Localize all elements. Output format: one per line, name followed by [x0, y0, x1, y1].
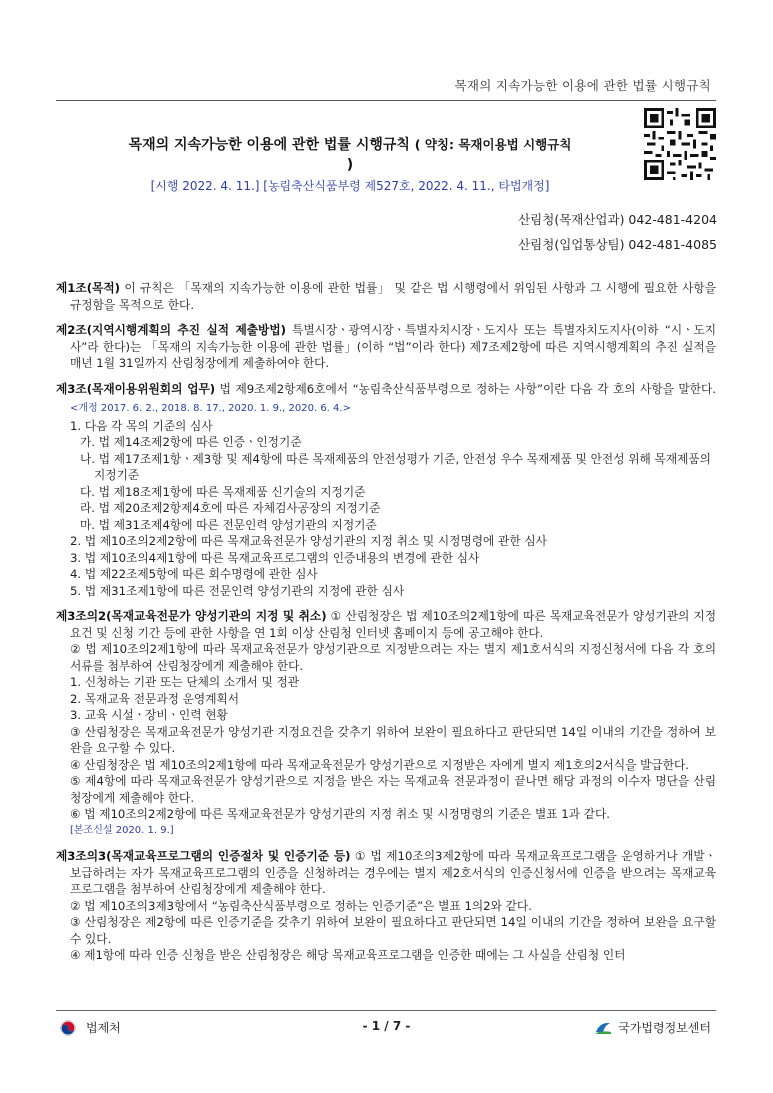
paragraph: ③ 산림청장은 목재교육전문가 양성기관 지정요건을 갖추기 위하여 보완이 필요하다고 판단되면 14일 이내의 기간을 정하여 보완을 요구할 수 있다.: [70, 724, 716, 755]
amendment-note[interactable]: [본조신설 2020. 1. 9.]: [70, 824, 174, 836]
article-3: [56, 381, 716, 600]
list-item: 4. 법 제22조제5항에 따른 회수명령에 관한 심사: [70, 567, 318, 581]
paragraph: ③ 산림청장은 제2항에 따른 인증기준을 갖추기 위하여 보완이 필요하다고 판단되면 14일 이내의 기간을 정하여 보완을 요구할 수 있다.: [70, 915, 716, 946]
article-2-body: 특별시장ㆍ광역시장ㆍ특별자치시장ㆍ도지사 또는 특별자치도지사(이하 “시ㆍ도지사”라 한다)는 「목재의 지속가능한 이용에 관한 법률」(이하 “법”이라 한다) 제7조제2항에 따른 지역시행계획의 추진 실적을 매년 1월 31일까지 산림청장에게 제출하여야 한다.: [70, 323, 716, 370]
contact-line-1: 산림청(목재산업과) 042-481-4204: [518, 212, 717, 227]
article-2-heading[interactable]: 제2조(지역시행계획의 추진 실적 제출방법): [56, 323, 286, 337]
enforcement-info[interactable]: [시행 2022. 4. 11.] [농림축산식품부령 제527호, 2022. 4. 11., 타법개정]: [150, 179, 550, 193]
article-3-2-heading[interactable]: 제3조의2(목재교육전문가 양성기관의 지정 및 취소): [56, 609, 327, 623]
list-subitem: 나. 법 제17조제1항ㆍ제3항 및 제4항에 따른 목재제품의 안전성평가 기준, 안전성 우수 목재제품 및 안전성 위해 목재제품의 지정기준: [80, 451, 711, 482]
article-3-text: [56, 381, 716, 418]
law-abbreviation-close: ): [346, 157, 354, 173]
paragraph: ② 법 제10조의2제1항에 따라 목재교육전문가 양성기관으로 지정받으려는 자는 별지 제1호서식의 지정신청서에 다음 각 호의 서류를 첨부하여 산림청장에게 제출해야 한다.: [70, 642, 716, 673]
article-3-2: [56, 608, 716, 839]
page-number: - 1 / 7 -: [362, 1019, 411, 1033]
list-item: 2. 법 제10조의2제2항에 따른 목재교육전문가 양성기관의 지정 취소 및 시정명령에 관한 심사: [70, 534, 547, 548]
paragraph: ⑤ 제4항에 따라 목재교육전문가 양성기관으로 지정을 받은 자는 목재교육 전문과정이 끝나면 해당 과정의 이수자 명단을 산림청장에게 제출해야 한다.: [70, 774, 716, 805]
paragraph: ⑥ 법 제10조의2제2항에 따른 목재교육전문가 양성기관의 지정 취소 및 시정명령의 기준은 별표 1과 같다.: [70, 807, 610, 821]
article-3-heading[interactable]: 제3조(목재이용위원회의 업무): [56, 381, 216, 396]
law-title: [56, 135, 644, 175]
list-item: 1. 다음 각 목의 기준의 심사: [70, 418, 213, 433]
article-3-3-text: [56, 848, 716, 898]
list-item: 3. 법 제10조의4제1항에 따른 목재교육프로그램의 인증내용의 변경에 관한 심사: [70, 550, 480, 565]
article-1-body: 이 규칙은 「목재의 지속가능한 이용에 관한 법률」 및 같은 법 시행령에서 위임된 사항과 그 시행에 필요한 사항을 규정함을 목적으로 한다.: [70, 281, 716, 312]
list-item: 5. 법 제31조제1항에 따른 전문인력 양성기관의 지정에 관한 심사: [70, 583, 405, 598]
list-subitem: 가. 법 제14조제2항에 따른 인증ㆍ인정기준: [80, 435, 302, 449]
law-body: [56, 280, 716, 973]
article-2-text: [56, 322, 716, 372]
article-3-3-heading[interactable]: 제3조의3(목재교육프로그램의 인증절차 및 인증기준 등): [56, 849, 351, 863]
article-3-body: 법 제9조제2항제6호에서 “농림축산식품부령으로 정하는 사항”이란 다음 각 호의 사항을 말한다.: [215, 381, 716, 396]
paragraph: ② 법 제10조의3제3항에서 “농림축산식품부령으로 정하는 인증기준”은 별표 1의2와 같다.: [70, 898, 532, 913]
paragraph: ④ 산림청장은 법 제10조의2제1항에 따라 목재교육전문가 양성기관으로 지정받은 자에게 별지 제1호의2서식을 발급한다.: [70, 757, 690, 772]
qr-code-icon[interactable]: [644, 108, 716, 180]
list-subitem: 라. 법 제20조제2항제4호에 따른 자체검사공장의 지정기준: [80, 501, 381, 515]
header-rule: [56, 100, 716, 101]
list-item: 2. 목재교육 전문과정 운영계획서: [70, 691, 240, 706]
article-3-3: [56, 848, 716, 964]
law-abbreviation: ( 약칭: 목재이용법 시행규칙: [414, 137, 572, 152]
amendment-note[interactable]: <개정 2017. 6. 2., 2018. 8. 17., 2020. 1. 9., 2020. 6. 4.>: [70, 403, 351, 414]
article-3-2-text: [56, 608, 716, 641]
article-2: [56, 322, 716, 372]
list-subitem: 마. 법 제31조제4항에 따른 전문인력 양성기관의 지정기준: [80, 517, 377, 532]
article-3-2-body: ① 산림청장은 법 제10조의2제1항에 따른 목재교육전문가 양성기관의 지정요건 및 신청 기간 등에 관한 사항을 연 1회 이상 산림청 인터넷 홈페이지 등에 공고해야 한다.: [70, 609, 716, 640]
law-center-logo-icon: [594, 1020, 612, 1036]
list-subitem: 다. 법 제18조제1항에 따른 목재제품 신기술의 지정기준: [80, 484, 366, 499]
paragraph: ④ 제1항에 따라 인증 신청을 받은 산림청장은 해당 목재교육프로그램을 인증한 때에는 그 사실을 산림청 인터: [70, 948, 626, 962]
footer-rule: [56, 1010, 716, 1011]
article-1-heading[interactable]: 제1조(목적): [56, 281, 120, 295]
article-3-3-body: ① 법 제10조의3제2항에 따라 목재교육프로그램을 운영하거나 개발ㆍ보급하려는 자가 목재교육프로그램의 인증을 신청하려는 경우에는 별지 제2호서식의 인증신청서에 인증을 받으려는 목재교육프로그램을 첨부하여 산림청장에게 제출해야 한다.: [70, 849, 716, 896]
footer-right: [594, 1019, 711, 1036]
footer-publisher: 법제처: [86, 1021, 121, 1035]
list-item: 3. 교육 시설ㆍ장비ㆍ인력 현황: [70, 708, 228, 722]
contact-line-2: 산림청(입업통상팀) 042-481-4085: [518, 237, 717, 252]
article-1: [56, 280, 716, 313]
footer-source[interactable]: 국가법령정보센터: [618, 1021, 711, 1035]
article-1-text: [56, 280, 716, 313]
running-title: 목재의 지속가능한 이용에 관한 법률 시행규칙: [454, 78, 711, 93]
list-item: 1. 신청하는 기관 또는 단체의 소개서 및 정관: [70, 675, 300, 689]
law-title-text: 목재의 지속가능한 이용에 관한 법률 시행규칙: [128, 137, 410, 153]
